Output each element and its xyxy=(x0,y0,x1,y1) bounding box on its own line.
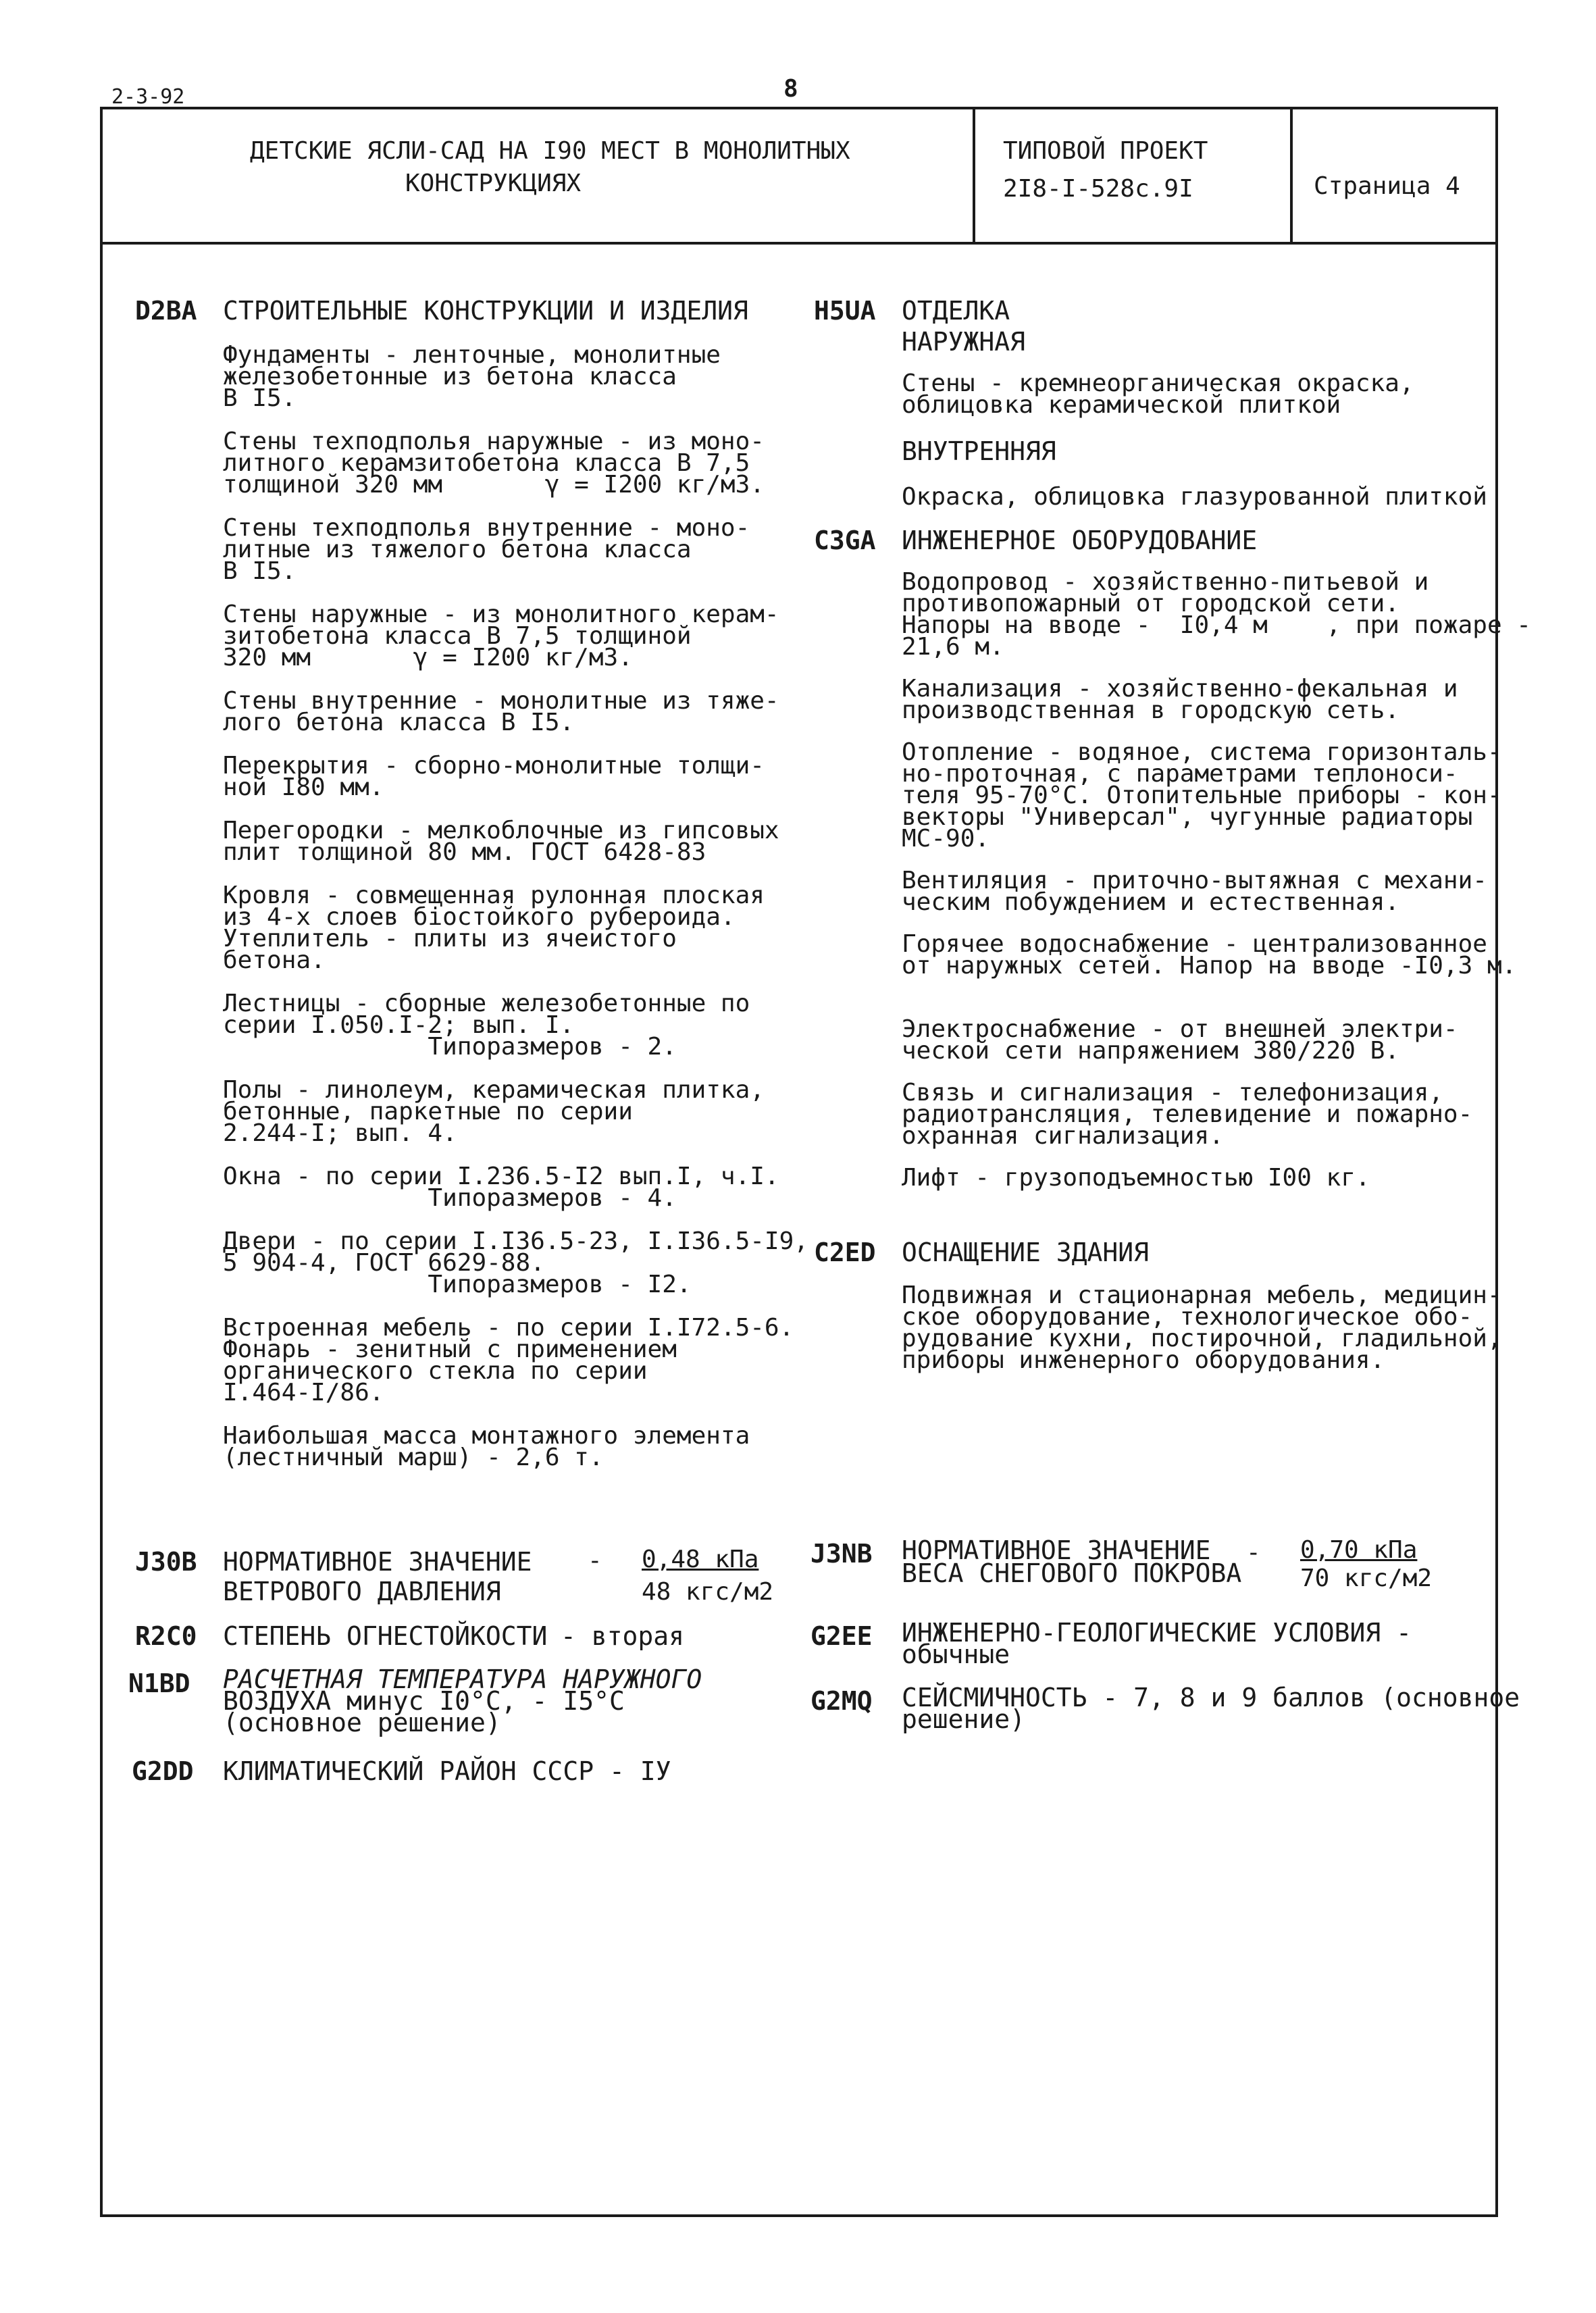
equipment-line: ское оборудование, технологическое обо- xyxy=(902,1303,1473,1331)
section-code-n1bd: N1BD xyxy=(128,1669,190,1698)
wind-value-kgs: 48 кгс/м2 xyxy=(642,1578,774,1606)
document-title xyxy=(250,135,850,200)
construction-line: Кровля - совмещенная рулонная плоская xyxy=(223,882,765,909)
construction-paragraph xyxy=(223,1227,808,1298)
engineering-list xyxy=(902,568,1531,1192)
section-code-j30b: J30B xyxy=(135,1547,197,1577)
header-vline-2 xyxy=(1290,107,1293,243)
section-code-c3ga: C3GA xyxy=(814,526,876,555)
engineering-paragraph xyxy=(902,568,1531,661)
construction-line: Наибольшая масса монтажного элемента xyxy=(223,1422,750,1450)
engineering-line: Вентиляция - приточно-вытяжная с механи- xyxy=(902,867,1487,894)
section-title-equipment: ОСНАЩЕНИЕ ЗДАНИЯ xyxy=(902,1238,1150,1267)
snow-value-kpa: 0,70 кПа xyxy=(1300,1536,1418,1564)
construction-paragraph xyxy=(223,514,808,585)
section-code-j3nb: J3NB xyxy=(810,1539,873,1569)
wind-value xyxy=(642,1546,773,1606)
construction-line: Утеплитель - плиты из ячеистого xyxy=(223,925,677,952)
construction-line: (лестничный марш) - 2,6 т. xyxy=(223,1444,604,1471)
construction-line: Стены техподполья наружные - из моно- xyxy=(223,428,765,455)
equipment-text xyxy=(902,1281,1502,1374)
engineering-paragraph xyxy=(902,1079,1531,1150)
section-code-g2mq: G2MQ xyxy=(810,1686,873,1716)
engineering-line: Горячее водоснабжение - централизованное xyxy=(902,930,1487,958)
fire-resistance-value: - вторая xyxy=(561,1621,685,1651)
page-label: Страница 4 xyxy=(1314,172,1460,200)
section-title-engineering: ИНЖЕНЕРНОЕ ОБОРУДОВАНИЕ xyxy=(902,526,1258,555)
engineering-line: ческим побуждением и естественная. xyxy=(902,888,1399,916)
finish-interior-label: ВНУТРЕННЯЯ xyxy=(902,436,1056,466)
construction-line: Типоразмеров - I2. xyxy=(223,1271,692,1298)
engineering-line: Лифт - грузоподъемностью I00 кг. xyxy=(902,1164,1370,1192)
construction-line: Фундаменты - ленточные, монолитные xyxy=(223,341,721,369)
construction-line: 2.244-I; вып. 4. xyxy=(223,1119,457,1147)
page-reference: 2-3-92 xyxy=(111,85,185,109)
engineering-line: Электроснабжение - от внешней электри- xyxy=(902,1015,1458,1043)
construction-paragraph xyxy=(223,1163,808,1212)
engineering-line: Канализация - хозяйственно-фекальная и xyxy=(902,675,1458,703)
section-title-constructions: СТРОИТЕЛЬНЫЕ КОНСТРУКЦИИ И ИЗДЕЛИЯ xyxy=(223,296,748,326)
construction-line: В I5. xyxy=(223,557,297,585)
construction-line: Окна - по серии I.236.5-I2 вып.I, ч.I. xyxy=(223,1163,779,1190)
wind-line-2: ВЕТРОВОГО ДАВЛЕНИЯ xyxy=(223,1577,501,1606)
finish-interior-text xyxy=(902,483,1487,511)
engineering-line: Напоры на вводе - I0,4 м , при пожаре - xyxy=(902,611,1531,639)
header-divider xyxy=(100,242,1495,245)
construction-line: В I5. xyxy=(223,384,297,412)
seismic-line-2: решение) xyxy=(902,1704,1026,1734)
construction-paragraph xyxy=(223,990,808,1061)
equipment-line: приборы инженерного оборудования. xyxy=(902,1346,1385,1374)
finish-interior-paragraph xyxy=(902,483,1487,511)
snow-value-kgs: 70 кгс/м2 xyxy=(1300,1565,1433,1592)
construction-line: лого бетона класса В I5. xyxy=(223,709,575,736)
construction-line: Типоразмеров - 4. xyxy=(223,1184,677,1212)
finish-interior-line: Окраска, облицовка глазурованной плиткой xyxy=(902,483,1487,511)
construction-line: I.464-I/86. xyxy=(223,1379,384,1406)
construction-line: литного керамзитобетона класса В 7,5 xyxy=(223,449,750,477)
engineering-paragraph xyxy=(902,1015,1531,1065)
engineering-line: от наружных сетей. Напор на вводе -I0,3 м. xyxy=(902,952,1517,980)
section-code-r2c0: R2C0 xyxy=(135,1621,197,1651)
project-cell xyxy=(1003,135,1208,205)
finish-exterior-line: Стены - кремнеорганическая окраска, xyxy=(902,370,1414,397)
construction-line: Перекрытия - сборно-монолитные толщи- xyxy=(223,752,765,780)
engineering-paragraph xyxy=(902,675,1531,724)
engineering-line: МС-90. xyxy=(902,825,990,853)
construction-line: Стены техподполья внутренние - моно- xyxy=(223,514,750,542)
construction-line: серии I.050.I-2; вып. I. xyxy=(223,1011,575,1039)
construction-paragraph xyxy=(223,601,808,671)
equipment-paragraph xyxy=(902,1281,1502,1374)
wind-line-1: НОРМАТИВНОЕ ЗНАЧЕНИЕ xyxy=(223,1547,532,1577)
temp-line-1: РАСЧЕТНАЯ ТЕМПЕРАТУРА НАРУЖНОГО xyxy=(223,1664,702,1694)
construction-line: бетона. xyxy=(223,946,326,974)
temp-line-3: (основное решение) xyxy=(223,1708,501,1737)
construction-paragraph xyxy=(223,1314,808,1406)
construction-line: зитобетона класса В 7,5 толщиной xyxy=(223,622,692,650)
climate-region: КЛИМАТИЧЕСКИЙ РАЙОН СССР - IУ xyxy=(223,1756,671,1786)
construction-line: Типоразмеров - 2. xyxy=(223,1033,677,1061)
snow-line-2: ВЕСА СНЕГОВОГО ПОКРОВА xyxy=(902,1558,1242,1588)
engineering-line: охранная сигнализация. xyxy=(902,1122,1224,1150)
project-code: 2I8-I-528с.9I xyxy=(1003,175,1193,203)
construction-line: органического стекла по серии xyxy=(223,1357,648,1385)
title-line-2: КОНСТРУКЦИЯХ xyxy=(405,170,582,197)
wind-dash: - xyxy=(588,1547,602,1575)
section-code-g2ee: G2EE xyxy=(810,1621,873,1651)
finish-exterior-text xyxy=(902,370,1414,419)
section-code-g2dd: G2DD xyxy=(132,1756,194,1786)
fire-resistance-label: СТЕПЕНЬ ОГНЕСТОЙКОСТИ xyxy=(223,1621,548,1651)
construction-paragraph xyxy=(223,752,808,801)
section-code-d2ba: D2BA xyxy=(135,296,197,326)
design-temperature xyxy=(223,1664,702,1737)
engineering-paragraph xyxy=(902,930,1531,980)
construction-line: Лестницы - сборные железобетонные по xyxy=(223,990,750,1017)
construction-line: 320 мм γ = I200 кг/м3. xyxy=(223,644,633,671)
engineering-line: Водопровод - хозяйственно-питьевой и xyxy=(902,568,1429,596)
constructions-list xyxy=(223,341,808,1471)
engineering-paragraph xyxy=(902,1164,1531,1192)
construction-line: Двери - по серии I.I36.5-23, I.I36.5-I9, xyxy=(223,1227,808,1255)
engineering-paragraph xyxy=(902,738,1531,853)
geological-conditions xyxy=(902,1618,1412,1669)
project-label: ТИПОВОЙ ПРОЕКТ xyxy=(1003,137,1208,165)
engineering-line: производственная в городскую сеть. xyxy=(902,696,1399,724)
seismic-line-1: СЕЙСМИЧНОСТЬ - 7, 8 и 9 баллов (основное xyxy=(902,1683,1520,1712)
page-number: 8 xyxy=(783,75,798,103)
engineering-line: теля 95-70°С. Отопительные приборы - кон- xyxy=(902,782,1502,809)
engineering-line: противопожарный от городской сети. xyxy=(902,590,1399,617)
snow-value xyxy=(1300,1536,1432,1593)
geo-line-1: ИНЖЕНЕРНО-ГЕОЛОГИЧЕСКИЕ УСЛОВИЯ - xyxy=(902,1618,1412,1648)
construction-paragraph xyxy=(223,1422,808,1471)
engineering-line: 21,6 м. xyxy=(902,633,1004,661)
finish-exterior-line: облицовка керамической плиткой xyxy=(902,391,1341,419)
construction-line: Стены наружные - из монолитного керам- xyxy=(223,601,779,628)
engineering-line: Отопление - водяное, система горизонталь- xyxy=(902,738,1502,766)
construction-line: ной I80 мм. xyxy=(223,773,384,801)
construction-paragraph xyxy=(223,817,808,866)
construction-paragraph xyxy=(223,1076,808,1147)
engineering-paragraph xyxy=(902,867,1531,916)
construction-line: из 4-х слоев біостойкого рубероида. xyxy=(223,903,736,931)
construction-line: Фонарь - зенитный с применением xyxy=(223,1336,677,1363)
construction-paragraph xyxy=(223,428,808,499)
wind-value-kpa: 0,48 кПа xyxy=(642,1546,759,1573)
snow-load-label xyxy=(902,1535,1242,1588)
engineering-line: Связь и сигнализация - телефонизация, xyxy=(902,1079,1443,1107)
equipment-line: Подвижная и стационарная мебель, медицин- xyxy=(902,1281,1502,1309)
construction-line: литные из тяжелого бетона класса xyxy=(223,536,692,563)
section-code-h5ua: H5UA xyxy=(814,296,876,326)
engineering-line: ческой сети напряжением 380/220 В. xyxy=(902,1037,1399,1065)
finish-exterior-paragraph xyxy=(902,370,1414,419)
header-vline-1 xyxy=(973,107,975,243)
construction-paragraph xyxy=(223,687,808,736)
snow-line-1: НОРМАТИВНОЕ ЗНАЧЕНИЕ xyxy=(902,1535,1211,1565)
section-title-finish: ОТДЕЛКА xyxy=(902,296,1010,326)
construction-paragraph xyxy=(223,341,808,412)
temp-line-2: ВОЗДУХА минус I0°С, - I5°С xyxy=(223,1686,625,1716)
engineering-line: но-проточная, с параметрами теплоноси- xyxy=(902,760,1458,788)
section-code-c2ed: C2ED xyxy=(814,1238,876,1267)
construction-line: железобетонные из бетона класса xyxy=(223,363,677,390)
title-line-1: ДЕТСКИЕ ЯСЛИ-САД НА I90 МЕСТ В МОНОЛИТНЫХ xyxy=(250,137,850,165)
construction-line: бетонные, паркетные по серии xyxy=(223,1098,633,1125)
construction-line: плит толщиной 80 мм. ГОСТ 6428-83 xyxy=(223,838,706,866)
geo-line-2: обычные xyxy=(902,1640,1010,1669)
wind-pressure-label xyxy=(223,1547,532,1606)
engineering-line: радиотрансляция, телевидение и пожарно- xyxy=(902,1100,1473,1128)
construction-line: Встроенная мебель - по серии I.I72.5-6. xyxy=(223,1314,794,1342)
construction-line: Перегородки - мелкоблочные из гипсовых xyxy=(223,817,779,844)
engineering-line: векторы "Универсал", чугунные радиаторы xyxy=(902,803,1473,831)
construction-line: 5 904-4, ГОСТ 6629-88. xyxy=(223,1249,545,1277)
snow-dash: - xyxy=(1246,1539,1261,1567)
finish-exterior-label: НАРУЖНАЯ xyxy=(902,327,1026,357)
seismicity xyxy=(902,1683,1520,1734)
construction-line: Полы - линолеум, керамическая плитка, xyxy=(223,1076,765,1104)
construction-line: толщиной 320 мм γ = I200 кг/м3. xyxy=(223,471,765,499)
construction-paragraph xyxy=(223,882,808,974)
equipment-line: рудование кухни, постирочной, гладильной, xyxy=(902,1325,1502,1352)
construction-line: Стены внутренние - монолитные из тяже- xyxy=(223,687,779,715)
